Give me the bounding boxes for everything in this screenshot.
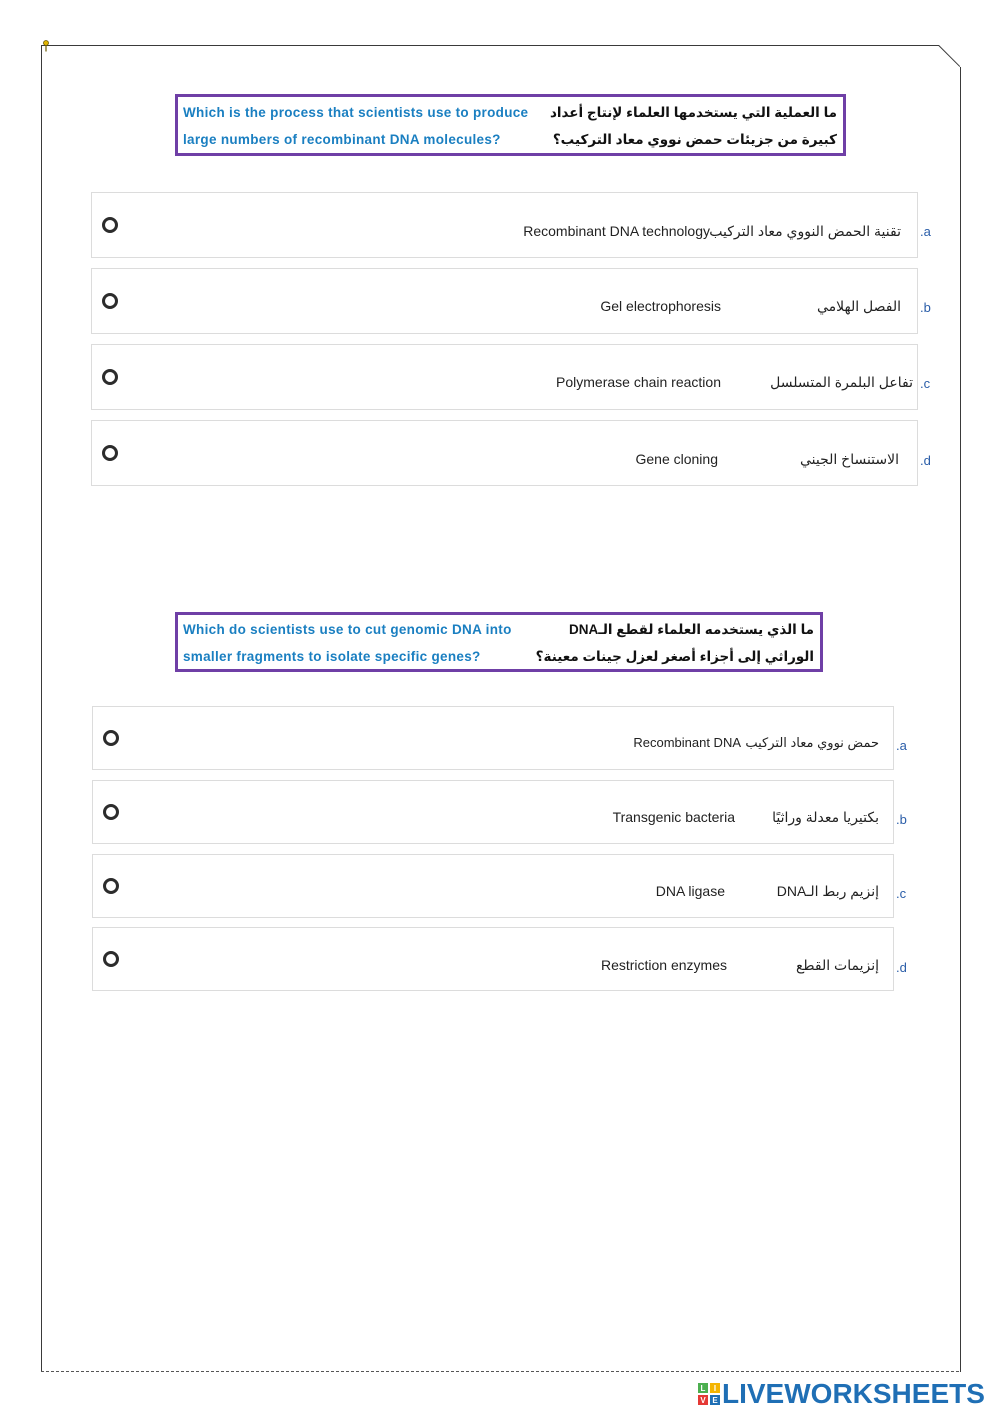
option-english-label: Gel electrophoresis	[600, 298, 721, 314]
question-1-arabic-line-2: كبيرة من جزيئات حمض نووي معاد التركيب؟	[552, 132, 837, 147]
option-english-label: Gene cloning	[635, 451, 718, 467]
option-english-label: DNA ligase	[655, 883, 725, 899]
option-letter: .a	[920, 224, 931, 239]
option-letter: .c	[896, 886, 907, 901]
question-1-option-b[interactable]	[91, 268, 918, 334]
option-arabic-label: إنزيم ربط الـDNA	[776, 883, 879, 899]
option-arabic-label: الاستنساخ الجيني	[799, 451, 899, 467]
question-2-option-a[interactable]	[92, 706, 894, 770]
question-2-arabic-line-2: الوراثي إلى أجزاء أصغر لعزل جينات معينة؟	[535, 649, 814, 664]
option-arabic-label: إنزيمات القطع	[795, 957, 879, 973]
radio-button-icon[interactable]	[103, 730, 119, 746]
question-1-english-line-1: Which is the process that scientists use to produce	[183, 105, 529, 120]
question-2-box	[175, 612, 823, 672]
option-arabic-label: تفاعل البلمرة المتسلسل	[770, 374, 913, 390]
radio-button-icon[interactable]	[102, 217, 118, 233]
liveworksheets-logo-icon	[698, 1383, 720, 1405]
question-1-option-d[interactable]	[91, 420, 918, 486]
svg-text:I: I	[713, 1384, 717, 1393]
page-bottom-rule	[41, 1371, 959, 1372]
option-arabic-label: تقنية الحمض النووي معاد التركيب	[709, 223, 901, 239]
option-letter: .d	[920, 453, 931, 468]
radio-button-icon[interactable]	[102, 369, 118, 385]
question-2-option-b[interactable]	[92, 780, 894, 844]
question-1-option-c[interactable]	[91, 344, 918, 410]
option-arabic-label: الفصل الهلامي	[817, 298, 901, 314]
option-arabic-label: بكتيريا معدلة وراثيًا	[772, 809, 879, 825]
question-1-option-a[interactable]	[91, 192, 918, 258]
option-letter: .b	[896, 812, 907, 827]
page-corner-fold	[939, 45, 961, 67]
option-arabic-label: حمض نووي معاد التركيب	[745, 735, 879, 750]
question-1-box	[175, 94, 846, 156]
radio-button-icon[interactable]	[103, 878, 119, 894]
option-english-label: Polymerase chain reaction	[556, 374, 721, 390]
radio-button-icon[interactable]	[102, 293, 118, 309]
question-1-english-line-2: large numbers of recombinant DNA molecules?	[183, 132, 501, 147]
option-english-label: Recombinant DNA technology	[523, 223, 710, 239]
radio-button-icon[interactable]	[103, 951, 119, 967]
question-2-option-d[interactable]	[92, 927, 894, 991]
question-1-arabic-line-1: ما العملية التي يستخدمها العلماء لإنتاج أعداد	[549, 105, 837, 120]
pin-icon	[42, 40, 50, 52]
question-2-option-c[interactable]	[92, 854, 894, 918]
option-letter: .a	[896, 738, 907, 753]
radio-button-icon[interactable]	[103, 804, 119, 820]
option-letter: .b	[920, 300, 931, 315]
option-english-label: Restriction enzymes	[600, 957, 727, 973]
option-english-label: Transgenic bacteria	[612, 809, 735, 825]
option-letter: .d	[896, 960, 907, 975]
option-letter: .c	[920, 376, 931, 391]
radio-button-icon[interactable]	[102, 445, 118, 461]
question-2-english-line-2: smaller fragments to isolate specific genes?	[183, 649, 481, 664]
svg-text:E: E	[712, 1396, 718, 1405]
question-2-english-line-1: Which do scientists use to cut genomic DNA into	[183, 622, 512, 637]
svg-text:L: L	[700, 1384, 706, 1393]
question-2-arabic-line-1: ما الذي يستخدمه العلماء لقطع الـDNA	[568, 622, 814, 637]
liveworksheets-logo-text: LIVEWORKSHEETS	[722, 1378, 985, 1409]
svg-text:V: V	[700, 1396, 706, 1405]
option-english-label: Recombinant DNA	[633, 735, 741, 750]
liveworksheets-logo	[698, 1379, 996, 1409]
